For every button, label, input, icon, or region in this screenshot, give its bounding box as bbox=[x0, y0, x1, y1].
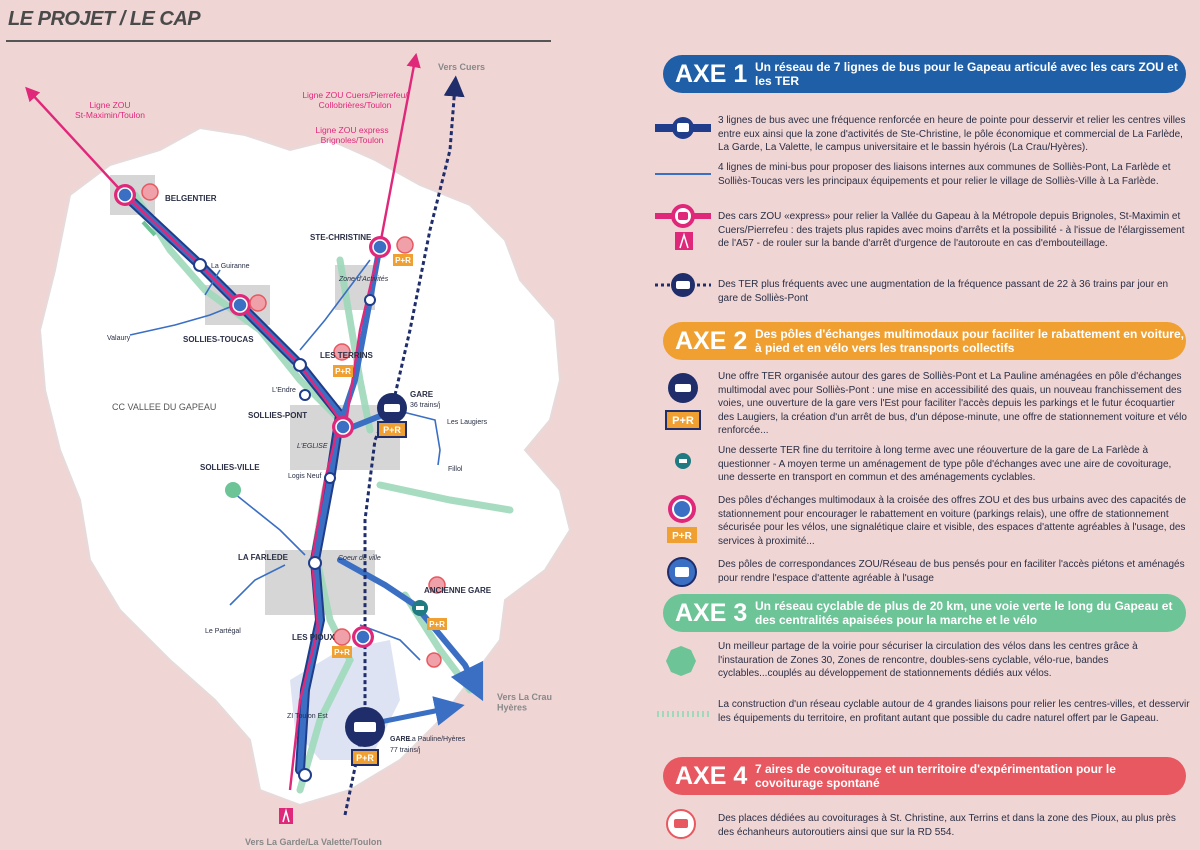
motorway-legend-icon bbox=[675, 232, 693, 250]
label-sollies-ville: SOLLIES-VILLE bbox=[200, 463, 260, 472]
gare-la-pauline bbox=[345, 707, 385, 747]
legend-farlede: Une desserte TER fine du territoire à long terme avec une réouverture de la gare de La Farlède à questionner - A moyen terme un aménagement de type pôle d'échanges avec une aire de covoiturage, une desserte en transport en commun et des aménagements cyclables. bbox=[718, 445, 1172, 483]
station-ste-christine bbox=[369, 236, 391, 258]
label-l-endre: L'Endre bbox=[272, 387, 296, 394]
legend-covoiturage: Des places dédiées au covoiturages à St. Christine, aux Terrins et dans la zone des Pioux, au plus près des échanheurs autoroutiers ainsi que sur la RD 554. bbox=[718, 813, 1176, 838]
label-belgentier: BELGENTIER bbox=[165, 194, 217, 203]
legend-ter: Des TER plus fréquents avec une augmentation de la fréquence passant de 22 à 36 trains par jour en gare de Solliès-Pont bbox=[718, 279, 1169, 304]
axe-4-text: 7 aires de covoiturage et un territoire d'expérimentation pour le covoiturage spontané bbox=[755, 762, 1116, 790]
pem-zou-legend-icon bbox=[667, 494, 697, 524]
pr-label-les-pioux: P+R bbox=[334, 648, 350, 657]
pr-legend-icon-2 bbox=[667, 527, 697, 543]
svg-text:P+R: P+R bbox=[672, 531, 692, 542]
label-cc-gapeau: CC VALLEE DU GAPEAU bbox=[112, 402, 217, 412]
gare-sollies-pont bbox=[377, 393, 407, 423]
pr-label-ste-christine: P+R bbox=[395, 256, 411, 265]
axe-4-header bbox=[663, 757, 1186, 795]
label-vers-la-garde: Vers La Garde/La Valette/Toulon bbox=[245, 837, 382, 847]
axe-2-number: AXE 2 bbox=[675, 326, 748, 355]
label-vers-cuers: Vers Cuers bbox=[438, 62, 486, 72]
label-zou-express: Ligne ZOU express Brignoles/Toulon bbox=[315, 125, 389, 145]
label-coeur-de-ville: Coeur de ville bbox=[338, 555, 381, 562]
label-ste-christine: STE-CHRISTINE bbox=[310, 233, 372, 242]
stop-zone-activites bbox=[365, 295, 375, 305]
stop-logis-neuf bbox=[325, 473, 335, 483]
pr-label-ancienne-gare: P+R bbox=[429, 620, 445, 629]
legend-correspondance: Des pôles de correspondances ZOU/Réseau de bus pensés pour en faciliter l'accès piétons et aménagés pour rendre l'espace d'attente agréable à l'usage bbox=[718, 559, 1185, 584]
page-title: LE PROJET / LE CAP bbox=[8, 8, 201, 30]
legend-cyclable: La construction d'un réseau cyclable autour de 4 grandes liaisons pour relier les centres-villes, et desservir les équipements du territoire, en profitant autant que possible du cadre naturel offert par le Gapeau. bbox=[718, 699, 1190, 724]
label-l-eglise: L'EGLISE bbox=[297, 443, 328, 450]
pr-label-les-terrins: P+R bbox=[335, 367, 351, 376]
label-zou-st-maximin: Ligne ZOU St-Maximin/Toulon bbox=[75, 100, 145, 120]
legend-bus3: 3 lignes de bus avec une fréquence renforcée en heure de pointe pour desservir et relier les centres villes entre eux ainsi que la zone d'activités de Ste-Christine, le pôle économique et commercial de La Farlède, La Garde, La Valette, le campus universitaire et le bassin hyérois (La Crau/Hyères). bbox=[718, 115, 1186, 153]
axe-1-header bbox=[663, 55, 1186, 93]
legend-pem-zou: Des pôles d'échanges multimodaux à la croisée des offres ZOU et des bus urbains avec des capacités de stationnement pour encourager le rabattement en voiture (parkings relais), une offre de stationnement sécurisée pour les vélos, une signalétique claire et visible, des espaces d'attente agréables à l'usage, des services à proximité... bbox=[718, 495, 1187, 547]
label-logis-neuf: Logis Neuf bbox=[288, 473, 322, 480]
label-les-terrins: LES TERRINS bbox=[320, 351, 373, 360]
stop-la-farlede bbox=[309, 557, 321, 569]
stop-la-guiranne bbox=[194, 259, 206, 271]
cycle-network-legend-icon bbox=[657, 706, 709, 722]
stop-l-endre bbox=[300, 390, 310, 400]
legend-minibus: 4 lignes de mini-bus pour proposer des liaisons internes aux communes de Solliès-Pont, La Farlède et Solliès-Toucas vers les principaux équipements et pour relier le village de Solliès-Ville à La Farlède. bbox=[718, 162, 1171, 187]
axe-1-text: Un réseau de 7 lignes de bus pour le Gapeau articulé avec les cars ZOU et les TER bbox=[755, 60, 1178, 88]
station-les-pioux bbox=[352, 626, 374, 648]
label-zone-activites: Zone d'Activités bbox=[339, 276, 389, 283]
label-gare: GARE bbox=[410, 390, 434, 399]
stop-zi-toulon bbox=[299, 769, 311, 781]
stop-les-terrins bbox=[294, 359, 306, 371]
axe-1-number: AXE 1 bbox=[675, 59, 748, 88]
label-gare-pauline-b: La Pauline/Hyères bbox=[408, 736, 466, 743]
bus-line-legend-icon bbox=[655, 116, 711, 140]
label-les-pioux: LES PIOUX bbox=[292, 633, 335, 642]
label-le-partegal: Le Partégal bbox=[205, 628, 241, 635]
train-station-legend-icon bbox=[667, 372, 699, 404]
minibus-line-legend-icon bbox=[655, 168, 711, 180]
legend-pem-ter: Une offre TER organisée autour des gares de Solliès-Pont et La Pauline aménagées en pôle d'échanges multimodal avec pour Solliès-Pont : une mise en accessibilité des quais, un nouveau franchissement des voies, une ouverture de la gare vers l'Est pour faciliter l'accès depuis les parkings et le futur écoquartier des Laugiers, la création d'un arrêt de bus, d'un dépose-minute, une offre de stationnement voiture et vélo renforcée... bbox=[718, 371, 1187, 436]
zone30-sollies-ville bbox=[225, 482, 241, 498]
axe-3-header bbox=[663, 594, 1186, 632]
station-sollies-pont bbox=[332, 416, 354, 438]
axe-2-text: Des pôles d'échanges multimodaux pour faciliter le rabattement en voiture, à pied et en vélo vers les transports collectifs bbox=[755, 327, 1184, 355]
station-sollies-toucas bbox=[229, 294, 251, 316]
label-les-laugiers: Les Laugiers bbox=[447, 419, 488, 426]
label-sollies-toucas: SOLLIES-TOUCAS bbox=[183, 335, 254, 344]
label-gare-pauline: GARE bbox=[390, 736, 411, 743]
pr-label-gare-la-pauline: P+R bbox=[356, 753, 374, 763]
covoiturage-legend-icon bbox=[665, 808, 697, 840]
axe-2-header bbox=[663, 322, 1186, 360]
label-vers-la-crau: Vers La Crau Hyères bbox=[497, 692, 553, 713]
label-zou-cuers: Ligne ZOU Cuers/Pierrefeu/ Collobrières/Toulon bbox=[302, 90, 408, 110]
label-la-farlede: LA FARLEDE bbox=[238, 553, 288, 562]
label-trains-77: 77 trains/j bbox=[390, 747, 421, 754]
ter-legend-icon bbox=[655, 272, 711, 298]
label-trains-36: 36 trains/j bbox=[410, 402, 441, 409]
axe-4-number: AXE 4 bbox=[675, 761, 748, 790]
title-divider bbox=[6, 40, 551, 42]
label-ancienne-gare: ANCIENNE GARE bbox=[424, 586, 492, 595]
axe-3-number: AXE 3 bbox=[675, 598, 748, 627]
svg-text:P+R: P+R bbox=[672, 415, 694, 427]
label-la-guiranne: La Guiranne bbox=[211, 263, 250, 270]
map[interactable] bbox=[0, 44, 600, 850]
label-zi-toulon-est: ZI Toulon Est bbox=[287, 713, 328, 720]
label-sollies-pont: SOLLIES-PONT bbox=[248, 411, 308, 420]
pr-legend-icon bbox=[665, 410, 701, 430]
zou-legend-icon bbox=[655, 203, 711, 229]
legend-zones30: Un meilleur partage de la voirie pour sécuriser la circulation des vélos dans les centres grâce à l'instauration de Zones 30, Zones de rencontre, doubles-sens cyclable, vélo-rue, bandes cyclables...couplés au développement de stationnements dédiés aux vélos. bbox=[718, 641, 1138, 679]
motorway-icon bbox=[279, 808, 293, 824]
correspondance-legend-icon bbox=[667, 557, 697, 587]
label-valaury: Valaury bbox=[107, 335, 131, 342]
legend-zou: Des cars ZOU «express» pour relier la Vallée du Gapeau à la Métropole depuis Brignoles, St-Maximin et Cuers/Pierrefeu : des trajets plus rapides avec moins d'arrêts et la possibilité - à l'issue de l'élargissement de l'A57 - de rouler sur la bande d'arrêt d'urgence de l'autoroute en cas d'embouteillage. bbox=[718, 211, 1185, 249]
zone30-legend-icon bbox=[665, 645, 697, 677]
label-fillol: Fillol bbox=[448, 466, 463, 473]
pr-label-gare-sollies-pont: P+R bbox=[383, 425, 401, 435]
ancienne-gare bbox=[412, 600, 428, 616]
station-belgentier bbox=[114, 184, 136, 206]
axe-3-text: Un réseau cyclable de plus de 20 km, une voie verte le long du Gapeau et des centralités apaisées pour la marche et le vélo bbox=[755, 599, 1173, 627]
small-station-legend-icon bbox=[674, 452, 692, 470]
